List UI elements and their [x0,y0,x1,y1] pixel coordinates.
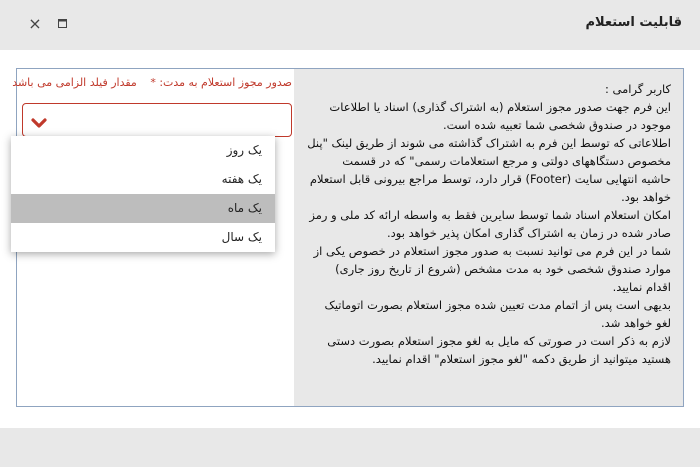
info-line: صادر شده در زمان به اشتراک گذاری امکان پذیر خواهد بود. [387,226,671,240]
option-one-day[interactable]: یک روز [226,143,262,157]
dialog-footer [0,428,700,467]
info-line: خواهد بود. [621,190,671,204]
duration-label-row [12,75,292,91]
info-line: اطلاعاتی که توسط این فرم به اشتراک گذاشته می شوند از طریق لینک "پنل [307,136,671,150]
required-error-message: مقدار فیلد الزامی می باشد [12,76,137,89]
restore-window-icon[interactable] [58,19,67,28]
info-line: موارد صندوق شخصی خود به مدت مشخص (شروع از تاریخ روز جاری) [335,262,671,276]
dialog-title: قابلیت استعلام [585,15,682,30]
info-line: شما در این فرم می توانید نسبت به صدور مجوز استعلام در خصوص یکی از [313,244,671,258]
info-line: مخصوص دستگاههای دولتی و مرجع استعلامات رسمی" که در قسمت [342,154,671,168]
info-line: بدیهی است پس از اتمام مدت تعیین شده مجوز استعلام بصورت اتوماتیک [324,298,671,312]
required-asterisk: * [150,76,156,89]
duration-select[interactable] [22,103,292,137]
info-line: کاربر گرامی : [604,82,671,96]
info-line: هستید میتوانید از طریق دکمه "لغو مجوز استعلام" اقدام نمایید. [372,352,671,366]
chevron-down-icon[interactable] [31,114,47,133]
duration-form [12,75,292,137]
duration-options-list [11,136,275,252]
info-line: لازم به ذکر است در صورتی که مایل به لغو مجوز استعلام بصورت دستی [327,334,671,348]
info-line: اقدام نمایید. [612,280,671,294]
option-one-week[interactable]: یک هفته [221,172,262,186]
option-one-year[interactable]: یک سال [221,230,262,244]
info-line: موجود در صندوق شخصی شما تعبیه شده است. [442,118,671,132]
close-icon[interactable]: × [28,14,42,33]
info-line: امکان استعلام اسناد شما توسط سایرین فقط به واسطه ارائه کد ملی و رمز [309,208,671,222]
option-one-month[interactable]: یک ماه [11,194,275,223]
info-line: حاشیه انتهایی سایت (Footer) قرار دارد، توسط مراجع بیرونی قابل استعلام [309,172,671,186]
info-text-panel [294,69,683,406]
duration-label: صدور مجوز استعلام به مدت: [159,76,292,89]
info-line: این فرم جهت صدور مجوز استعلام (به اشتراک گذاری) اسناد یا اطلاعات [329,100,671,114]
info-line: لغو خواهد شد. [601,316,671,330]
dialog-header [0,0,700,50]
